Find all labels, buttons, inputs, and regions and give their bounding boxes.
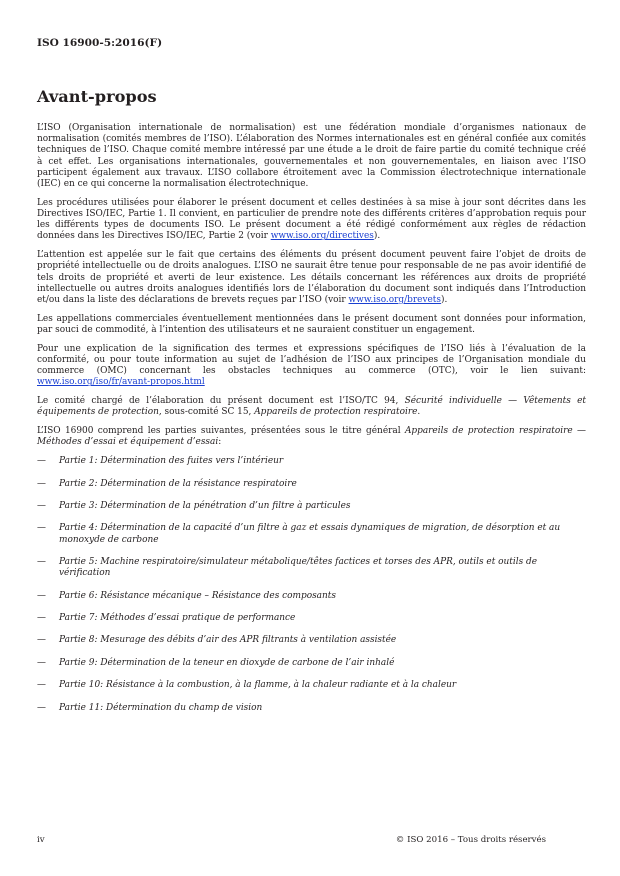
list-item [37, 635, 586, 646]
part-title: Partie 3: Détermination de la pénétration d’un filtre à particules [59, 501, 351, 512]
part-title: Partie 1: Détermination des fuites vers l’intérieur [59, 456, 284, 467]
directives-link[interactable]: www.iso.org/directives [270, 231, 374, 242]
dash-marker: — [37, 456, 46, 467]
patents-link[interactable]: www.iso.org/brevets [348, 295, 441, 306]
paragraph-patents-text: L’attention est appelée sur le fait que certains des éléments du présent document peuvent faire l’objet de droits de propriété intellectuelle ou de droits analogues. L’ISO ne saurait être tenue pour responsable de ne pas avoir identifié de tels droits de propriété et averti de leur existence. Les détails concernant les références aux droits de propriété intellectuelle ou autres droits analogues identifiés lors de l’élaboration du document sont indiqués dans l’Introduction et/ou dans la liste des déclarations de brevets reçues par l’ISO (voir [37, 250, 586, 306]
parts-intro-end: : [218, 437, 222, 448]
list-item [37, 680, 586, 691]
document-identifier: ISO 16900-5:2016(F) [37, 37, 163, 49]
foreword-body [37, 123, 586, 725]
copyright-notice: © ISO 2016 – Tous droits réservés [395, 835, 546, 845]
paragraph-iso-intro: L’ISO (Organisation internationale de normalisation) est une fédération mondiale d’organismes nationaux de normalisation (comités membres de l’ISO). L’élaboration des Normes internationales est en général confiée aux comités techniques de l’ISO. Chaque comité membre intéressé par une étude a le droit de faire partie du comité technique créé à cet effet. Les organisations internationales, gouvernementales et non gouvernementales, en liaison avec l’ISO participent également aux travaux. L’ISO collabore étroitement avec la Commission électrotechnique internationale (IEC) en ce qui concerne la normalisation électrotechnique. [37, 123, 586, 190]
paragraph-procedures [37, 198, 586, 243]
paragraph-trade-names: Les appellations commerciales éventuellement mentionnées dans le présent document sont données pour information, par souci de commodité, à l’intention des utilisateurs et ne sauraient constituer un engagement. [37, 313, 586, 336]
list-item [37, 703, 586, 714]
dash-marker: — [37, 635, 46, 646]
dash-marker: — [37, 590, 46, 601]
dash-marker: — [37, 657, 46, 668]
part-title: Partie 5: Machine respiratoire/simulateur métabolique/têtes factices et torses des APR, outils et outils de vérification [59, 557, 538, 579]
committee-text-a: Le comité chargé de l’élaboration du présent document est l’ISO/TC 94, [37, 396, 405, 407]
part-title: Partie 11: Détermination du champ de vision [59, 702, 263, 713]
part-title: Partie 9: Détermination de la teneur en dioxyde de carbone de l’air inhalé [59, 657, 395, 668]
list-item [37, 557, 586, 579]
list-item [37, 591, 586, 602]
committee-title: Sécurité individuelle — Vêtements et équipements de protection [37, 396, 586, 418]
committee-text-c: , sous-comité SC 15, [158, 407, 255, 418]
part-title: Partie 6: Résistance mécanique – Résistance des composants [59, 590, 336, 601]
dash-marker: — [37, 478, 46, 489]
list-item [37, 456, 586, 467]
paragraph-procedures-end: ). [373, 231, 381, 242]
paragraph-procedures-text: Les procédures utilisées pour élaborer le présent document et celles destinées à sa mise à jour sont décrites dans les Directives ISO/IEC, Partie 1. Il convient, en particulier de prendre note des différents critères d’approbation requis pour les différents types de documents ISO. Le présent document a été rédigé conformément aux règles de rédaction données dans les Directives ISO/IEC, Partie 2 (voir [37, 197, 586, 242]
dash-marker: — [37, 702, 46, 713]
list-item [37, 613, 586, 624]
list-item [37, 658, 586, 669]
list-item [37, 523, 586, 545]
paragraph-patents-end: ). [440, 295, 448, 306]
series-title: Appareils de protection respiratoire — Méthodes d’essai et équipement d’essai [37, 426, 586, 448]
committee-text-e: . [417, 407, 421, 418]
page-number: iv [37, 835, 45, 845]
paragraph-patents [37, 250, 586, 306]
paragraph-conformity [37, 344, 586, 389]
part-title: Partie 8: Mesurage des débits d’air des APR filtrants à ventilation assistée [59, 635, 397, 646]
page-title: Avant-propos [37, 87, 157, 106]
dash-marker: — [37, 523, 46, 534]
foreword-link[interactable]: www.iso.org/iso/fr/avant-propos.html [37, 377, 205, 388]
part-title: Partie 4: Détermination de la capacité d’un filtre à gaz et essais dynamiques de migration, de désorption et au monoxyde de carbone [59, 523, 561, 545]
dash-marker: — [37, 680, 46, 691]
paragraph-parts-intro [37, 426, 586, 448]
paragraph-conformity-text: Pour une explication de la signification des termes et expressions spécifiques de l’ISO liés à l’évaluation de la conformité, ou pour toute information au sujet de l’adhésion de l’ISO aux principes de l’Organisation mondiale du commerce (OMC) concernant les obstacles techniques au commerce (OTC), voir le lien suivant: [37, 343, 586, 377]
parts-intro-text: L’ISO 16900 comprend les parties suivantes, présentées sous le titre général [37, 426, 405, 437]
dash-marker: — [37, 612, 46, 623]
subcommittee-title: Appareils de protection respiratoire [254, 407, 418, 418]
parts-list [37, 456, 586, 714]
list-item [37, 501, 586, 512]
dash-marker: — [37, 501, 46, 512]
dash-marker: — [37, 557, 46, 567]
part-title: Partie 7: Méthodes d’essai pratique de performance [59, 612, 296, 623]
list-item [37, 479, 586, 490]
part-title: Partie 2: Détermination de la résistance respiratoire [59, 478, 297, 489]
part-title: Partie 10: Résistance à la combustion, à la flamme, à la chaleur radiante et à la chaleur [59, 680, 457, 691]
paragraph-committee [37, 396, 586, 418]
